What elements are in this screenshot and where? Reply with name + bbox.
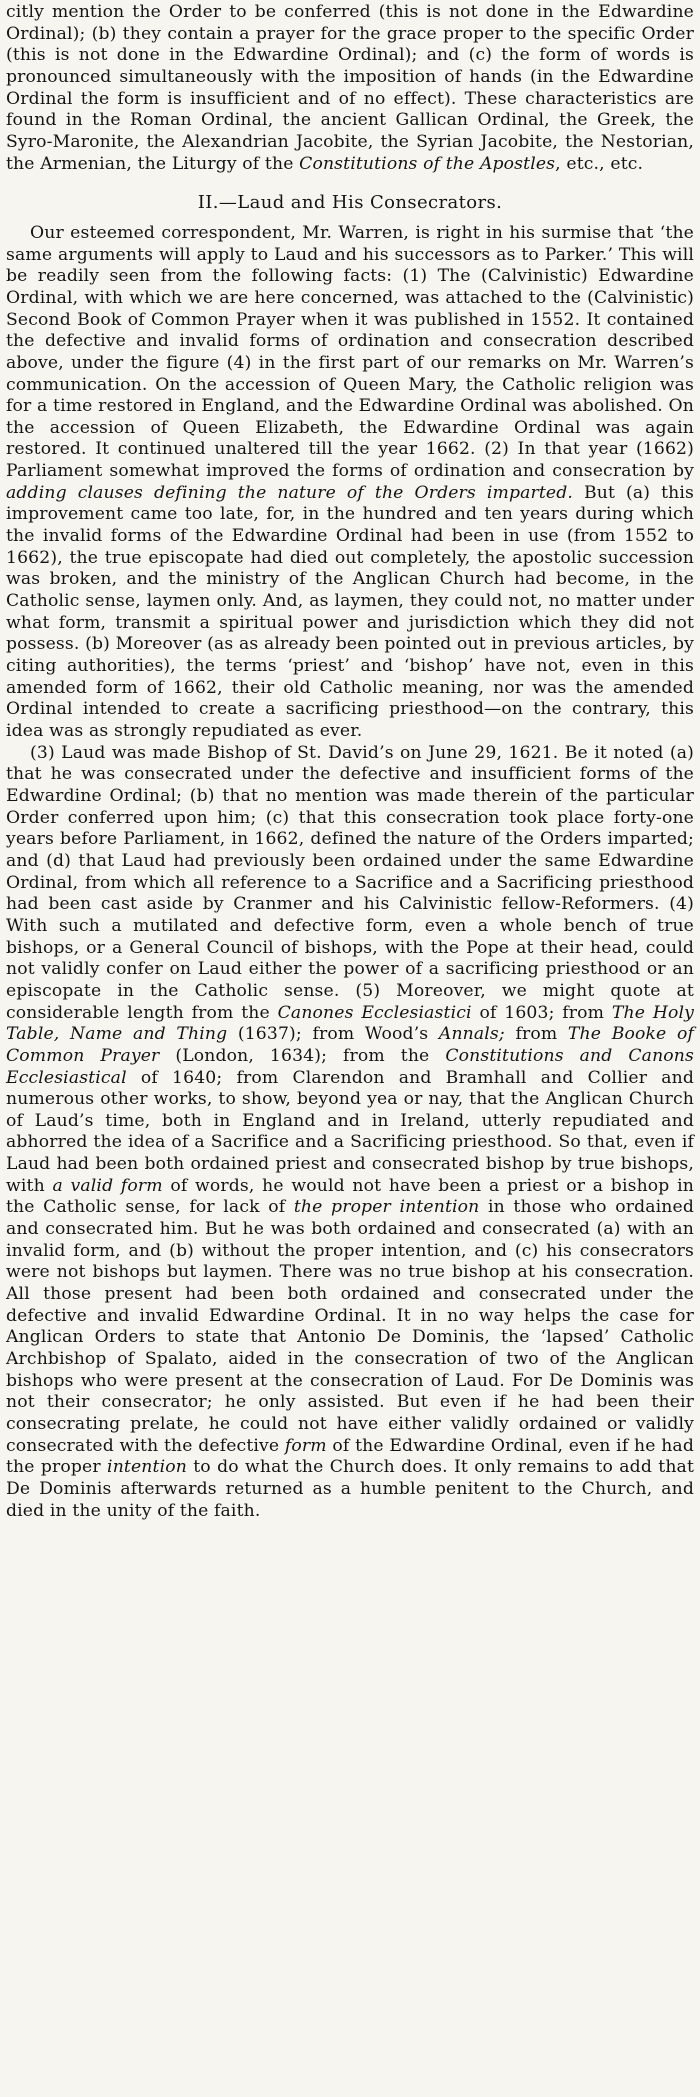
italic-title: Canones Ecclesiastici — [277, 1002, 472, 1023]
italic-title: The Booke of Common Prayer — [6, 1024, 694, 1066]
text-run: from — [504, 1024, 568, 1045]
italic-phrase: a valid form — [52, 1175, 163, 1196]
text-run: (London, 1634); from the — [159, 1045, 446, 1066]
italic-phrase: the proper intention — [293, 1197, 480, 1218]
section-heading: II.—Laud and His Consecrators. — [197, 192, 503, 214]
text-run: of the Edwardine Ordinal, even if he had the proper — [6, 1435, 694, 1478]
italic-title: Constitutions of the Apostles — [299, 153, 556, 174]
text-run: But (a) this improvement came too late, for, in the hundred and ten years during which the invalid forms of the Edwardine Ordinal had been in use (from 1552 to 1662), the true episcopate had died out completely, the apostolic succession was broken, and the ministry of the Anglican Church had become, in the Catholic sense, laymen only. And, as laymen, they could not, no matter under what form, transmit a spiritual power and jurisdiction which they did not possess. (b) Moreover (as as already been pointed out in previous articles, by citing authorities), the terms ‘priest’ and ‘bishop’ have not, even in this amended form of 1662, their old Catholic meaning, nor was the amended Ordinal intended to create a sacrificing priesthood—on the contrary, this idea was as strongly repudiated as ever. — [6, 482, 694, 741]
italic-phrase: adding clauses defining the nature of the Orders imparted. — [6, 482, 574, 503]
text-run: of 1603; from — [471, 1002, 612, 1023]
italic-title: Constitutions and Canons Ecclesiastical — [6, 1045, 694, 1088]
text-run: (3) Laud was made Bishop of St. David’s on June 29, 1621. Be it noted (a) that he was consecrated under the defective and insufficient forms of the Edwardine Ordinal; (b) that no mention was made therein of the particular Order conferred upon him; (c) that this consecration took place forty-one years before Parliament, in 1662, defined the nature of the Orders imparted; and (d) that Laud had previously been ordained under the same Edwardine Ordinal, from which all reference to a Sacrifice and a Sacrificing priesthood had been cast aside by Cranmer and his Calvinistic fellow-Reformers. (4) With such a mutilated and defective form, even a whole bench of true bishops, or a General Council of bishops, with the Pope at their head, could not validly confer on Laud either the power of a sacrificing priesthood or an episcopate in the Catholic sense. (5) Moreover, we might quote at considerable length from the — [6, 742, 694, 1023]
paragraph-laud-facts — [6, 223, 694, 743]
italic-phrase: form — [284, 1435, 327, 1456]
paragraph-ordinal-characteristics — [6, 2, 694, 175]
paragraph-laud-consecration — [6, 743, 694, 1523]
text-run: , etc., etc. — [555, 153, 644, 174]
text-run: of words, he would not have been a priest or a bishop in the Catholic sense, for lack of — [6, 1175, 694, 1218]
italic-title: Annals; — [438, 1024, 505, 1045]
text-run: citly mention the Order to be conferred (this is not done in the Edwardine Ordinal); (b) they contain a prayer for the grace proper to the specific Order (this is not done in the Edwardine Ordinal); and (c) the form of words is pronounced simultaneously with the imposition of hands (in the Edwardine Ordinal the form is insufficient and of no effect). These characteristics are found in the Roman Ordinal, the ancient Gallican Ordinal, the Greek, the Syro-Maronite, the Alexandrian Jacobite, the Syrian Jacobite, the Nestorian, the Armenian, the Liturgy of the — [6, 2, 694, 174]
text-run: of 1640; from Clarendon and Bramhall and Collier and numerous other works, to show, beyond yea or nay, that the Anglican Church of Laud’s time, both in England and in Ireland, utterly repudiated and abhorred the idea of a Sacrifice and a Sacrificing priesthood. So that, even if Laud had been both ordained priest and consecrated bishop by true bishops, with — [6, 1067, 694, 1196]
text-run: Our esteemed correspondent, Mr. Warren, is right in his surmise that ‘the same arguments will apply to Laud and his successors as to Parker.’ This will be readily seen from the following facts: (1) The (Calvinistic) Edwardine Ordinal, with which we are here concerned, was attached to the (Calvinistic) Second Book of Common Prayer when it was published in 1552. It contained the defective and invalid forms of ordination and consecration described above, under the figure (4) in the first part of our remarks on Mr. Warren’s communication. On the accession of Queen Mary, the Catholic religion was for a time restored in England, and the Edwardine Ordinal was abolished. On the accession of Queen Elizabeth, the Edwardine Ordinal was again restored. It continued unaltered till the year 1662. (2) In that year (1662) Parliament somewhat improved the forms of ordination and consecration by — [6, 222, 694, 482]
text-run: (1637); from Wood’s — [227, 1024, 439, 1045]
italic-phrase: intention — [107, 1457, 187, 1478]
italic-title: The Holy Table, Name and Thing — [6, 1002, 694, 1045]
text-run: in those who ordained and consecrated him. But he was both ordained and consecrated (a) with an invalid form, and (b) without the proper intention, and (c) his consecrators were not bishops but laymen. There was no true bishop at his consecration. All those present had been both ordained and consecrated under the defective and invalid Edwardine Ordinal. It in no way helps the case for Anglican Orders to state that Antonio De Dominis, the ‘lapsed’ Catholic Archbishop of Spalato, aided in the consecration of two of the Anglican bishops who were present at the consecration of Laud. For De Dominis was not their consecrator; he only assisted. But even if he had been their consecrating prelate, he could not have either validly ordained or validly consecrated with the defective — [6, 1197, 694, 1456]
text-run: to do what the Church does. It only remains to add that De Dominis afterwards returned as a humble penitent to the Church, and died in the unity of the faith. — [6, 1457, 694, 1521]
